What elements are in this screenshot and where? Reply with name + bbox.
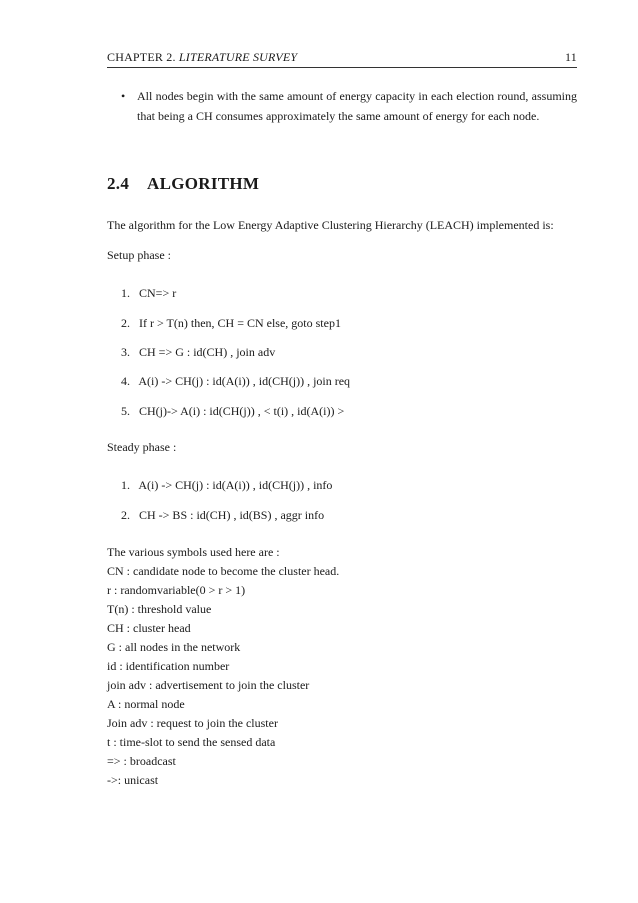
step-number: 5. [121,404,130,418]
chapter-title: LITERATURE SURVEY [178,50,298,64]
symbol-definition: t : time-slot to send the sensed data [107,735,276,749]
section-title: ALGORITHM [147,174,260,193]
step-text: CN=> r [139,286,177,300]
section-number: 2.4 [107,174,130,193]
steady-step [121,478,332,493]
setup-step [121,404,344,419]
page-number: 11 [565,50,577,64]
setup-phase-label: Setup phase : [107,248,171,262]
symbol-definition: CN : candidate node to become the cluster head. [107,564,340,578]
symbol-definition: A : normal node [107,697,185,711]
symbol-definition: Join adv : request to join the cluster [107,716,278,730]
step-number: 1. [121,478,130,492]
chapter-prefix: CHAPTER 2. [107,50,176,64]
step-text: A(i) -> CH(j) : id(A(i)) , id(CH(j)) , info [138,478,333,492]
step-text: A(i) -> CH(j) : id(A(i)) , id(CH(j)) , join req [138,374,351,388]
step-text: If r > T(n) then, CH = CN else, goto step1 [139,316,341,330]
symbol-definition: G : all nodes in the network [107,640,241,654]
steady-step [121,508,324,523]
header-rule [107,67,577,68]
setup-step [121,316,341,331]
symbol-definition: ->: unicast [107,773,159,787]
setup-step [121,345,275,360]
bullet-icon: • [121,89,126,103]
setup-step [121,286,176,301]
step-number: 1. [121,286,130,300]
step-text: CH(j)-> A(i) : id(CH(j)) , < t(i) , id(A(i)) > [139,404,345,418]
symbol-definition: join adv : advertisement to join the cluster [107,678,310,692]
step-text: CH => G : id(CH) , join adv [139,345,276,359]
step-number: 2. [121,316,130,330]
symbol-definition: => : broadcast [107,754,176,768]
chapter-heading [107,50,297,65]
symbol-definition: id : identification number [107,659,230,673]
symbols-intro: The various symbols used here are : [107,545,280,559]
step-number: 4. [121,374,130,388]
step-text: CH -> BS : id(CH) , id(BS) , aggr info [139,508,325,522]
step-number: 3. [121,345,130,359]
step-number: 2. [121,508,130,522]
symbol-definition: T(n) : threshold value [107,602,212,616]
steady-phase-label: Steady phase : [107,440,177,454]
symbol-definition: CH : cluster head [107,621,191,635]
section-heading [107,174,259,194]
intro-paragraph: The algorithm for the Low Energy Adaptive Clustering Hierarchy (LEACH) implemented is: [107,218,554,232]
bullet-text: All nodes begin with the same amount of energy capacity in each election round, assuming that being a CH consumes approximately the same amount of energy for each node. [137,89,577,123]
symbol-definition: r : randomvariable(0 > r > 1) [107,583,246,597]
setup-step [121,374,350,389]
